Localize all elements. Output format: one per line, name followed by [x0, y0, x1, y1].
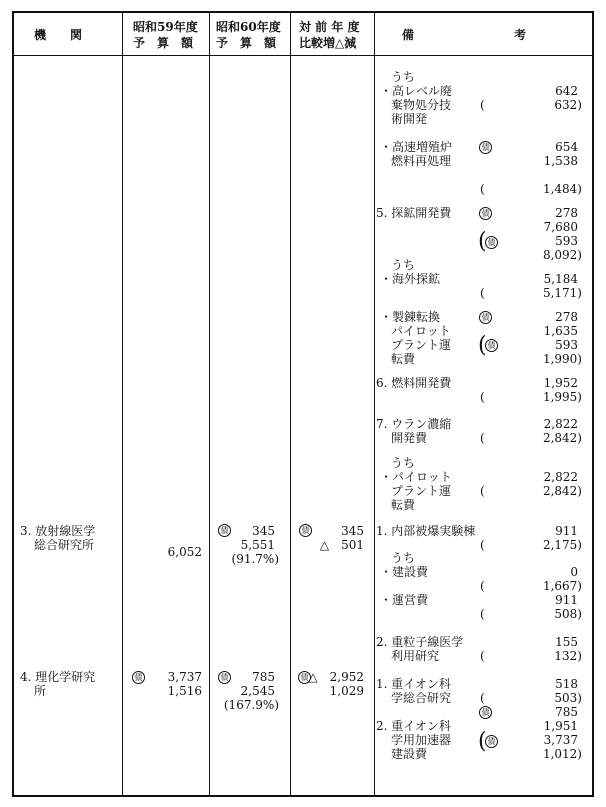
paren-open: (: [478, 333, 487, 358]
diff-debt: 345: [341, 524, 364, 538]
header-fy60: 昭和60年度: [216, 20, 281, 34]
paren-open: (: [478, 729, 487, 754]
fy60-debt: 785: [252, 670, 275, 684]
remark-value: 1,635: [543, 324, 578, 338]
header-fy59-amount: 予 算 額: [133, 36, 194, 50]
remark-label: パイロット: [391, 324, 451, 338]
remark-value: 0: [570, 565, 578, 579]
remark-value: 785: [555, 705, 578, 719]
remark-value: 3,737: [543, 733, 578, 747]
remark-value: 8,092): [542, 248, 582, 262]
remark-value: 1,951: [543, 719, 578, 733]
remark-label: 棄物処分技: [391, 98, 452, 112]
diff-debt: △ 2,952: [308, 670, 364, 684]
remark-label: 2. 重粒子線医学: [376, 635, 464, 649]
paren-open: (: [480, 390, 485, 404]
paren-open: (: [480, 607, 485, 621]
debt-marker: 債: [479, 706, 492, 719]
remark-value: 593: [555, 338, 578, 352]
org-name: 4. 理化学研究: [20, 670, 96, 684]
paren-open: (: [480, 182, 485, 196]
paren-open: (: [478, 229, 487, 254]
remark-label: 2. 重イオン科: [376, 719, 451, 733]
remark-value: 155: [555, 635, 578, 649]
remark-value: 593: [555, 234, 578, 248]
remark-value: 278: [555, 310, 578, 324]
remark-value: 632): [554, 98, 582, 112]
remark-label: ・建設費: [380, 565, 429, 579]
remark-value: 654: [555, 140, 578, 154]
remark-value: 508): [554, 607, 582, 621]
remark-value: 5,171): [542, 286, 582, 300]
remark-label: ・運営費: [380, 593, 429, 607]
header-remarks-b: 考: [514, 28, 527, 42]
remark-label: 1. 重イオン科: [376, 677, 451, 691]
remark-value: 1,995): [542, 390, 582, 404]
paren-open: (: [480, 649, 485, 663]
header-fy59: 昭和59年度: [133, 20, 198, 34]
remark-label: うち: [391, 456, 416, 470]
debt-marker: 債: [479, 207, 492, 220]
remark-value: 5,184: [543, 272, 578, 286]
remark-value: 2,822: [543, 417, 578, 431]
diff-amount: 1,029: [329, 684, 364, 698]
fy59-amount: 1,516: [167, 684, 202, 698]
remark-label: ・海外探鉱: [380, 272, 441, 286]
paren-open: (: [480, 579, 485, 593]
fy59-debt: 3,737: [167, 670, 202, 684]
remark-value: 7,680: [543, 220, 578, 234]
remark-label: 学用加速器: [391, 733, 452, 747]
remark-label: ・パイロット: [380, 470, 452, 484]
paren-open: (: [480, 538, 485, 552]
remark-value: 518: [555, 677, 578, 691]
remark-value: 1,012): [542, 747, 582, 761]
remark-label: プラント運: [391, 338, 452, 352]
header-diff-sub: 比較増△減: [299, 36, 357, 50]
debt-marker: 債: [298, 671, 311, 684]
remark-value: 1,484): [542, 182, 582, 196]
remark-label: プラント運: [391, 484, 452, 498]
diff-amount: △ 501: [319, 538, 364, 552]
remark-label: 術開発: [391, 112, 428, 126]
budget-table: [12, 11, 594, 797]
remark-label: 6. 燃料開発費: [376, 376, 452, 390]
fy60-percent: (91.7%): [231, 552, 279, 566]
remark-value: 1,990): [542, 352, 582, 366]
header-fy60-amount: 予 算 額: [216, 36, 277, 50]
debt-marker: 債: [485, 236, 498, 249]
remark-label: うち: [391, 258, 416, 272]
paren-open: (: [480, 286, 485, 300]
remark-label: 学総合研究: [391, 691, 452, 705]
debt-marker: 債: [218, 671, 231, 684]
remark-value: 1,538: [543, 154, 578, 168]
column-divider: [374, 13, 375, 795]
remark-value: 2,842): [542, 484, 582, 498]
remark-value: 1,952: [543, 376, 578, 390]
debt-marker: 債: [479, 141, 492, 154]
remark-label: 燃料再処理: [391, 154, 452, 168]
remark-label: ・高レベル廃: [380, 84, 453, 98]
paren-open: (: [480, 431, 485, 445]
debt-marker: 債: [218, 524, 231, 537]
remark-label: 5. 探鉱開発費: [376, 206, 452, 220]
paren-open: (: [480, 98, 485, 112]
remark-label: 1. 内部被爆実験棟: [376, 524, 476, 538]
remark-value: 278: [555, 206, 578, 220]
fy60-percent: (167.9%): [223, 698, 279, 712]
header-org: 機 関: [34, 28, 83, 42]
header-diff: 対 前 年 度: [299, 20, 360, 34]
remark-value: 503): [554, 691, 582, 705]
remark-label: 建設費: [391, 747, 428, 761]
remark-value: 911: [555, 524, 578, 538]
org-name: 所: [34, 684, 47, 698]
header-divider: [14, 55, 592, 56]
debt-marker: 債: [485, 339, 498, 352]
fy60-debt: 345: [252, 524, 275, 538]
remark-value: 642: [555, 84, 578, 98]
remark-value: 2,842): [542, 431, 582, 445]
remark-label: うち: [391, 551, 416, 565]
header-remarks-a: 備: [402, 28, 415, 42]
remark-label: ・高速増殖炉: [380, 140, 453, 154]
remark-label: 7. ウラン濃縮: [376, 417, 452, 431]
debt-marker: 債: [485, 735, 498, 748]
remark-label: ・製錬転換: [380, 310, 441, 324]
org-name: 総合研究所: [34, 538, 95, 552]
remark-value: 132): [554, 649, 582, 663]
paren-open: (: [480, 484, 485, 498]
fy60-amount: 5,551: [240, 538, 275, 552]
remark-value: 2,822: [543, 470, 578, 484]
debt-marker: 債: [132, 671, 145, 684]
org-name: 3. 放射線医学: [20, 524, 96, 538]
remark-label: 転費: [391, 498, 416, 512]
debt-marker: 債: [299, 524, 312, 537]
remark-label: 転費: [391, 352, 416, 366]
remark-value: 1,667): [542, 579, 582, 593]
remark-value: 2,175): [542, 538, 582, 552]
remark-label: うち: [391, 70, 416, 84]
fy60-amount: 2,545: [240, 684, 275, 698]
fy59-amount: 6,052: [167, 545, 202, 559]
remark-label: 利用研究: [391, 649, 440, 663]
paren-open: (: [480, 691, 485, 705]
debt-marker: 債: [479, 311, 492, 324]
remark-label: 開発費: [391, 431, 428, 445]
remark-value: 911: [555, 593, 578, 607]
